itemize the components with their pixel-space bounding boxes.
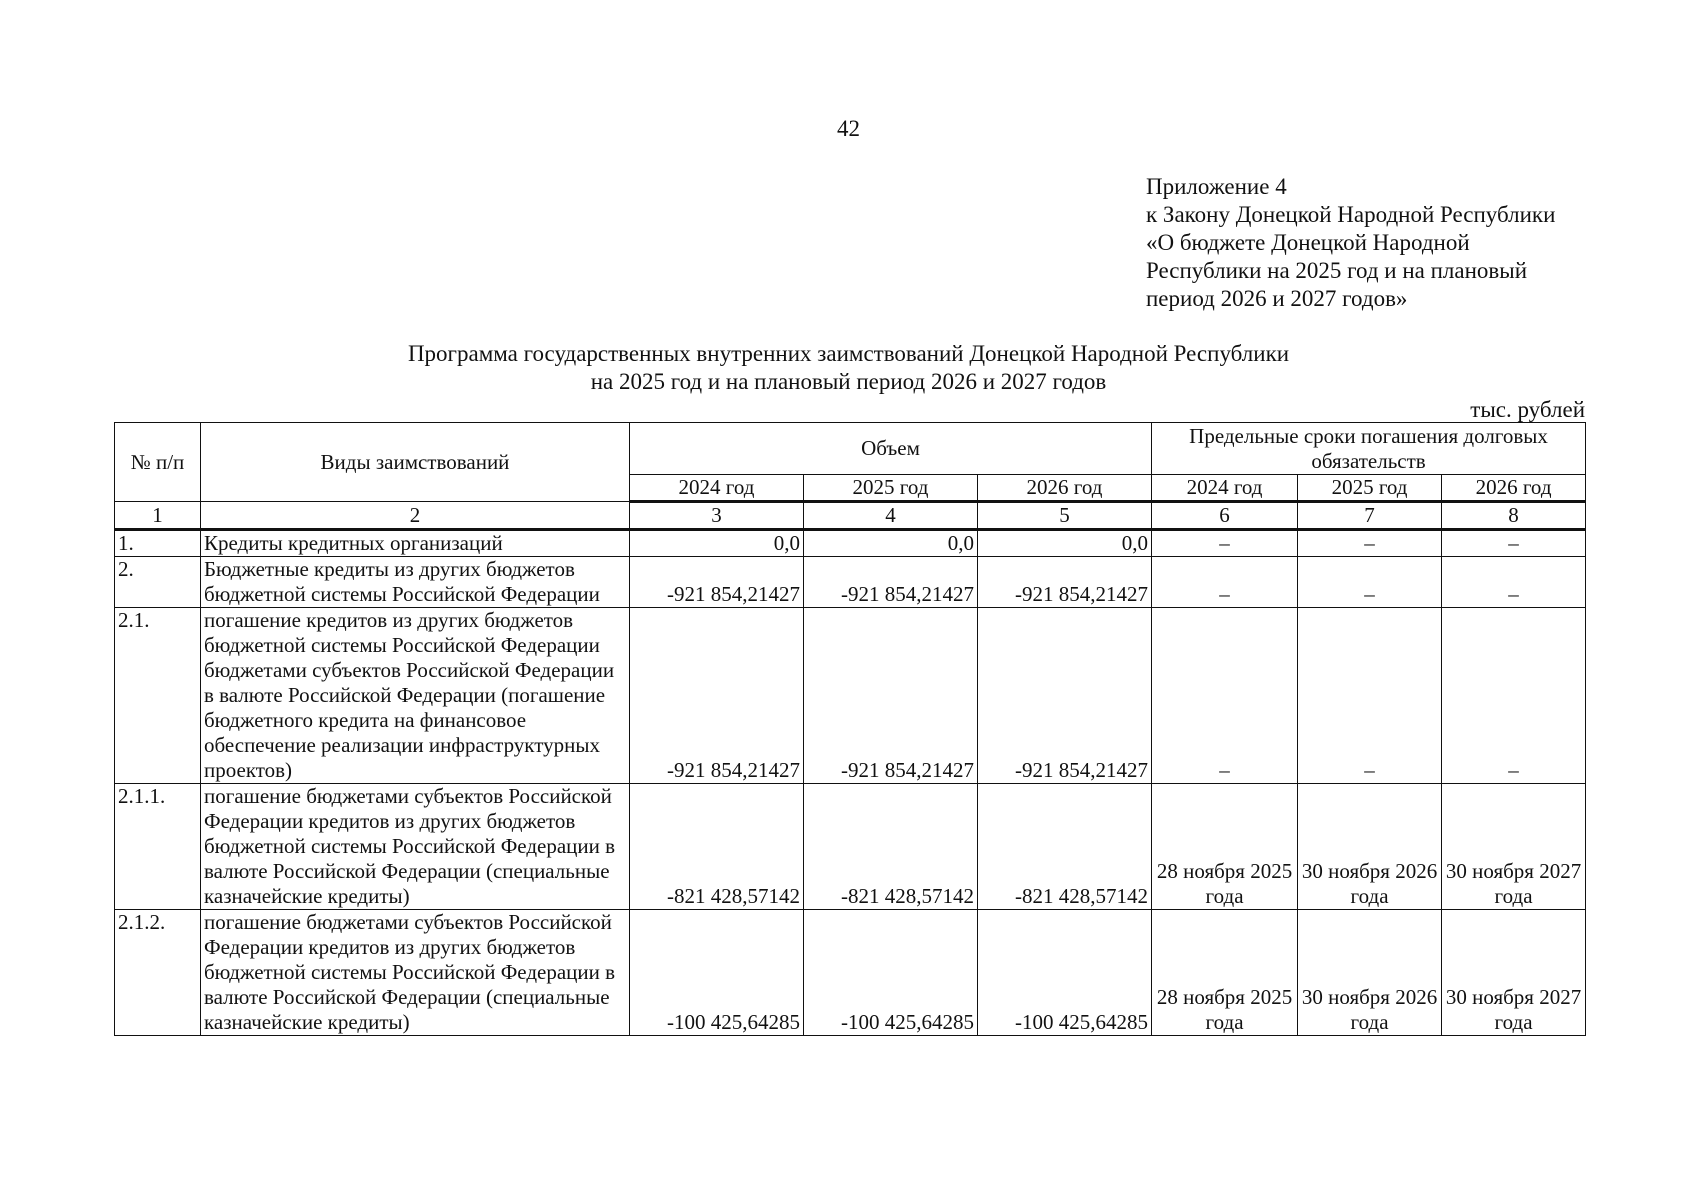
volume-value: -921 854,21427 [804, 557, 978, 608]
volume-value: -100 425,64285 [630, 910, 804, 1036]
borrowing-type: погашение кредитов из других бюджетов бюджетной системы Российской Федерации бюджетами субъектов Российской Федерации в валюте Российской Федерации (погашение бюджетного кредита на финансовое обеспечение реализации инфраструктурных проектов) [201, 608, 630, 784]
volume-value: -821 428,57142 [804, 784, 978, 910]
appendix-line: период 2026 и 2027 годов» [1146, 286, 1408, 311]
volume-value: -821 428,57142 [978, 784, 1152, 910]
header-year: 2024 год [1152, 475, 1298, 502]
appendix-note [1146, 173, 1555, 313]
volume-value: -921 854,21427 [804, 608, 978, 784]
table-row [115, 784, 1586, 910]
appendix-line: «О бюджете Донецкой Народной [1146, 230, 1470, 255]
borrowing-type: погашение бюджетами субъектов Российской Федерации кредитов из других бюджетов бюджетной системы Российской Федерации в валюте Российской Федерации (специальные казначейские кредиты) [201, 910, 630, 1036]
header-volume: Объем [630, 423, 1152, 475]
title-line: Программа государственных внутренних заимствований Донецкой Народной Республики [407, 341, 1290, 366]
header-year: 2025 год [1298, 475, 1442, 502]
volume-value: -821 428,57142 [630, 784, 804, 910]
repayment-term: 30 ноября 2027 года [1442, 910, 1586, 1036]
row-number: 1. [115, 530, 201, 557]
row-number: 2.1.1. [115, 784, 201, 910]
header-type: Виды заимствований [201, 423, 630, 502]
header-num: № п/п [115, 423, 201, 502]
volume-value: -921 854,21427 [630, 608, 804, 784]
volume-value: -921 854,21427 [978, 557, 1152, 608]
repayment-term: – [1298, 608, 1442, 784]
repayment-term: 28 ноября 2025 года [1152, 910, 1298, 1036]
column-number: 1 [115, 502, 201, 530]
column-number: 3 [630, 502, 804, 530]
column-number: 5 [978, 502, 1152, 530]
repayment-term: – [1152, 608, 1298, 784]
borrowing-type: Кредиты кредитных организаций [201, 530, 630, 557]
volume-value: 0,0 [978, 530, 1152, 557]
repayment-term: 30 ноября 2027 года [1442, 784, 1586, 910]
borrowing-type: Бюджетные кредиты из других бюджетов бюджетной системы Российской Федерации [201, 557, 630, 608]
repayment-term: 28 ноября 2025 года [1152, 784, 1298, 910]
volume-value: -921 854,21427 [978, 608, 1152, 784]
row-number: 2. [115, 557, 201, 608]
volume-value: -100 425,64285 [804, 910, 978, 1036]
page-number: 42 [837, 116, 860, 141]
table-row [115, 910, 1586, 1036]
repayment-term: – [1152, 530, 1298, 557]
volume-value: -921 854,21427 [630, 557, 804, 608]
appendix-line: Приложение 4 [1146, 174, 1287, 199]
appendix-line: к Закону Донецкой Народной Республики [1146, 202, 1556, 227]
repayment-term: – [1298, 530, 1442, 557]
document-title [0, 340, 1697, 396]
column-number: 2 [201, 502, 630, 530]
units-label: тыс. рублей [1470, 397, 1585, 422]
header-year: 2026 год [1442, 475, 1586, 502]
borrowings-table [114, 422, 1586, 1036]
column-number: 7 [1298, 502, 1442, 530]
repayment-term: – [1442, 608, 1586, 784]
title-line: на 2025 год и на плановый период 2026 и 2027 годов [590, 369, 1107, 394]
column-number: 4 [804, 502, 978, 530]
volume-value: 0,0 [630, 530, 804, 557]
column-number: 6 [1152, 502, 1298, 530]
header-terms: Предельные сроки погашения долговых обязательств [1152, 423, 1586, 475]
table-row [115, 608, 1586, 784]
row-number: 2.1. [115, 608, 201, 784]
row-number: 2.1.2. [115, 910, 201, 1036]
header-year: 2026 год [978, 475, 1152, 502]
repayment-term: 30 ноября 2026 года [1298, 910, 1442, 1036]
column-number: 8 [1442, 502, 1586, 530]
repayment-term: – [1152, 557, 1298, 608]
volume-value: 0,0 [804, 530, 978, 557]
table-row [115, 530, 1586, 557]
repayment-term: – [1298, 557, 1442, 608]
header-year: 2025 год [804, 475, 978, 502]
header-year: 2024 год [630, 475, 804, 502]
repayment-term: – [1442, 530, 1586, 557]
repayment-term: 30 ноября 2026 года [1298, 784, 1442, 910]
table-row [115, 557, 1586, 608]
appendix-line: Республики на 2025 год и на плановый [1146, 258, 1528, 283]
volume-value: -100 425,64285 [978, 910, 1152, 1036]
borrowing-type: погашение бюджетами субъектов Российской Федерации кредитов из других бюджетов бюджетной системы Российской Федерации в валюте Российской Федерации (специальные казначейские кредиты) [201, 784, 630, 910]
repayment-term: – [1442, 557, 1586, 608]
